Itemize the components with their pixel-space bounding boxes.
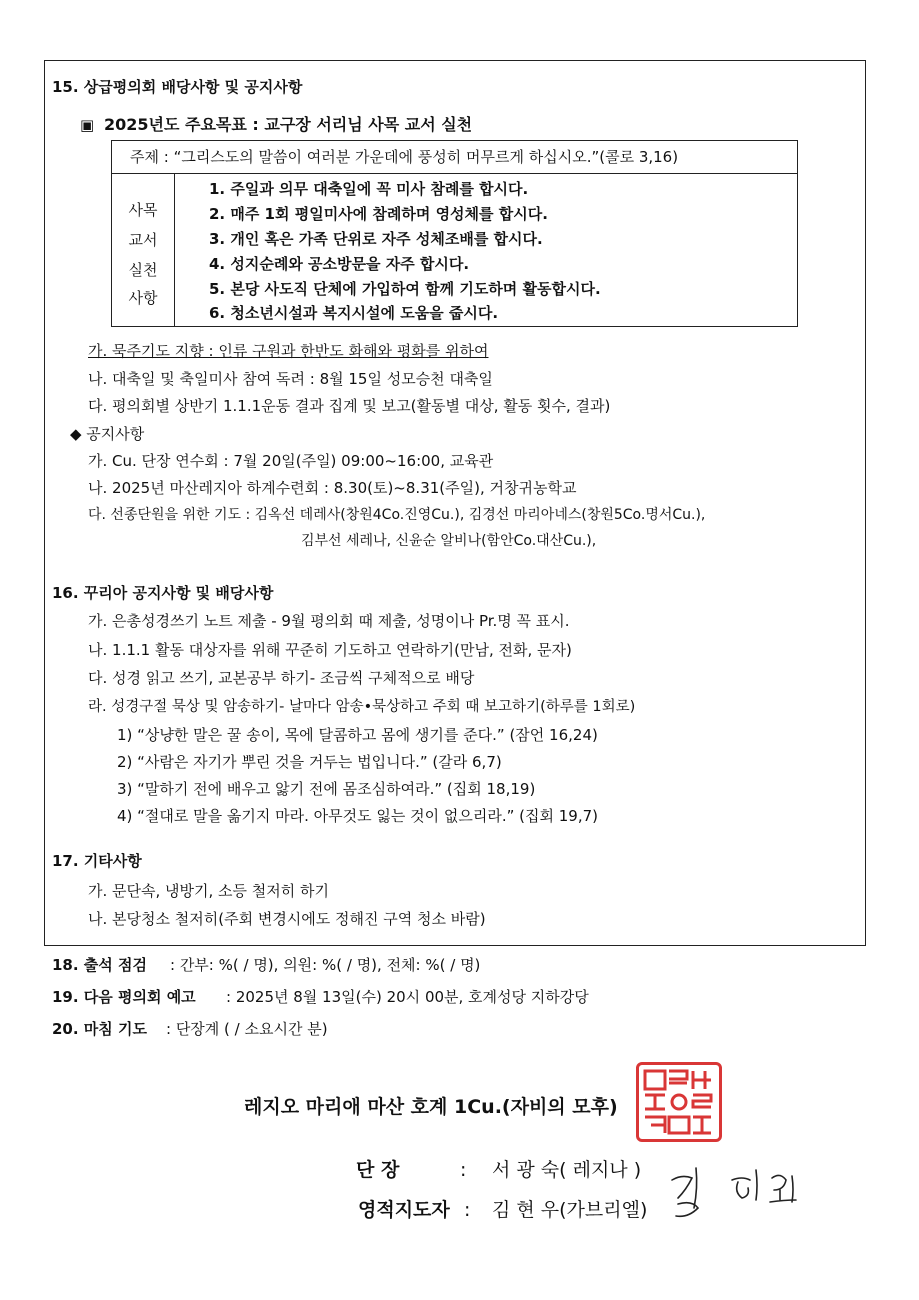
closing-prayer-text: : 단장계 ( / 소요시간 분)	[166, 1020, 328, 1038]
list-item: 라. 성경구절 묵상 및 암송하기- 날마다 암송•묵상하고 주회 때 보고하기(하루를 1회로)	[88, 699, 636, 715]
theme-text: 주제 : “그리스도의 말씀이 여러분 가운데에 풍성히 머무르게 하십시오.”(콜로 3,16)	[130, 148, 679, 166]
next-meeting-text: : 2025년 8월 13일(수) 20시 00분, 호계성당 지하강당	[226, 988, 589, 1006]
item-report: 다. 평의회별 상반기 1.1.1운동 결과 집계 및 보고(활동별 대상, 활동 횟수, 결과)	[88, 397, 611, 415]
side-label-2: 교서	[128, 231, 158, 249]
org-name: 레지오 마리애 마산 호계 1Cu.(자비의 모후)	[244, 1096, 618, 1118]
practice-item: 4. 성지순례와 공소방문을 자주 합시다.	[209, 255, 470, 273]
seal-graphic	[639, 1065, 719, 1139]
director-name: 김 현 우(가브리엘)	[492, 1199, 648, 1221]
goal-table	[111, 140, 798, 327]
practice-item: 1. 주일과 의무 대축일에 꼭 미사 참례를 합시다.	[209, 180, 529, 198]
director-sep: :	[464, 1199, 471, 1221]
leader-role: 단 장	[356, 1159, 400, 1181]
list-item: 가. 은총성경쓰기 노트 제출 - 9월 평의회 때 제출, 성명이나 Pr.명 꼭 표시.	[88, 612, 570, 630]
side-label-1: 사목	[128, 201, 158, 219]
practice-item: 5. 본당 사도직 단체에 가입하여 함께 기도하며 활동합시다.	[209, 280, 601, 298]
verse-item: 2) “사람은 자기가 뿌린 것을 거두는 법입니다.” (갈라 6,7)	[117, 753, 502, 771]
notice-item: 다. 선종단원을 위한 기도 : 김옥선 데레사(창원4Co.진영Cu.), 김경선 마리아네스(창원5Co.명서Cu.),	[88, 507, 706, 523]
side-label-3: 실천	[128, 261, 158, 279]
list-item: 나. 본당청소 철저히(주회 변경시에도 정해진 구역 청소 바람)	[88, 910, 486, 928]
item-feast-mass: 나. 대축일 및 축일미사 참여 독려 : 8월 15일 성모승천 대축일	[88, 370, 493, 388]
goal-bullet: ▣	[80, 116, 95, 134]
section-16-heading: 16. 꾸리아 공지사항 및 배당사항	[52, 584, 274, 602]
leader-sep: :	[460, 1159, 467, 1181]
attendance-label: 18. 출석 점검	[52, 956, 147, 974]
notice-item: 나. 2025년 마산레지아 하계수련회 : 8.30(토)~8.31(주일), 거창귀농학교	[88, 479, 577, 497]
table-divider	[174, 173, 175, 326]
goal-title: 2025년도 주요목표 : 교구장 서리님 사목 교서 실천	[104, 115, 473, 134]
verse-item: 4) “절대로 말을 옮기지 마라. 아무것도 잃는 것이 없으리라.” (집회 19,7)	[117, 807, 599, 825]
leader-name: 서 광 숙( 레지나 )	[492, 1159, 642, 1181]
side-label-4: 사항	[128, 289, 158, 307]
notice-item: 가. Cu. 단장 연수회 : 7월 20일(주일) 09:00~16:00, 교육관	[88, 452, 494, 470]
section-17-heading: 17. 기타사항	[52, 852, 142, 870]
handwritten-signature	[662, 1158, 812, 1228]
practice-item: 6. 청소년시설과 복지시설에 도움을 줍시다.	[209, 304, 499, 322]
next-meeting-label: 19. 다음 평의회 예고	[52, 988, 196, 1006]
section-15-heading: 15. 상급평의회 배당사항 및 공지사항	[52, 78, 303, 96]
theme-row	[112, 141, 797, 174]
list-item: 나. 1.1.1 활동 대상자를 위해 꾸준히 기도하고 연락하기(만남, 전화, 문자)	[88, 641, 572, 659]
verse-item: 1) “상냥한 말은 꿀 송이, 목에 달콤하고 몸에 생기를 준다.” (잠언 16,24)	[117, 726, 598, 744]
list-item: 가. 문단속, 냉방기, 소등 철저히 하기	[88, 882, 330, 900]
verse-item: 3) “말하기 전에 배우고 앓기 전에 몸조심하여라.” (집회 18,19)	[117, 780, 536, 798]
practice-item: 2. 매주 1회 평일미사에 참례하며 영성체를 합시다.	[209, 205, 548, 223]
director-role: 영적지도자	[358, 1199, 450, 1221]
practice-item: 3. 개인 혹은 가족 단위로 자주 성체조배를 합시다.	[209, 230, 543, 248]
closing-prayer-label: 20. 마침 기도	[52, 1020, 147, 1038]
notice-title: ◆ 공지사항	[70, 425, 145, 443]
attendance-text: : 간부: %( / 명), 의원: %( / 명), 전체: %( / 명)	[170, 956, 481, 974]
item-prayer-intention: 가. 묵주기도 지향 : 인류 구원과 한반도 화해와 평화를 위하여	[88, 342, 489, 360]
church-seal	[636, 1062, 722, 1142]
notice-item-continued: 김부선 세레나, 신윤순 알비나(함안Co.대산Cu.),	[301, 533, 597, 549]
list-item: 다. 성경 읽고 쓰기, 교본공부 하기- 조금씩 구체적으로 배당	[88, 669, 475, 687]
